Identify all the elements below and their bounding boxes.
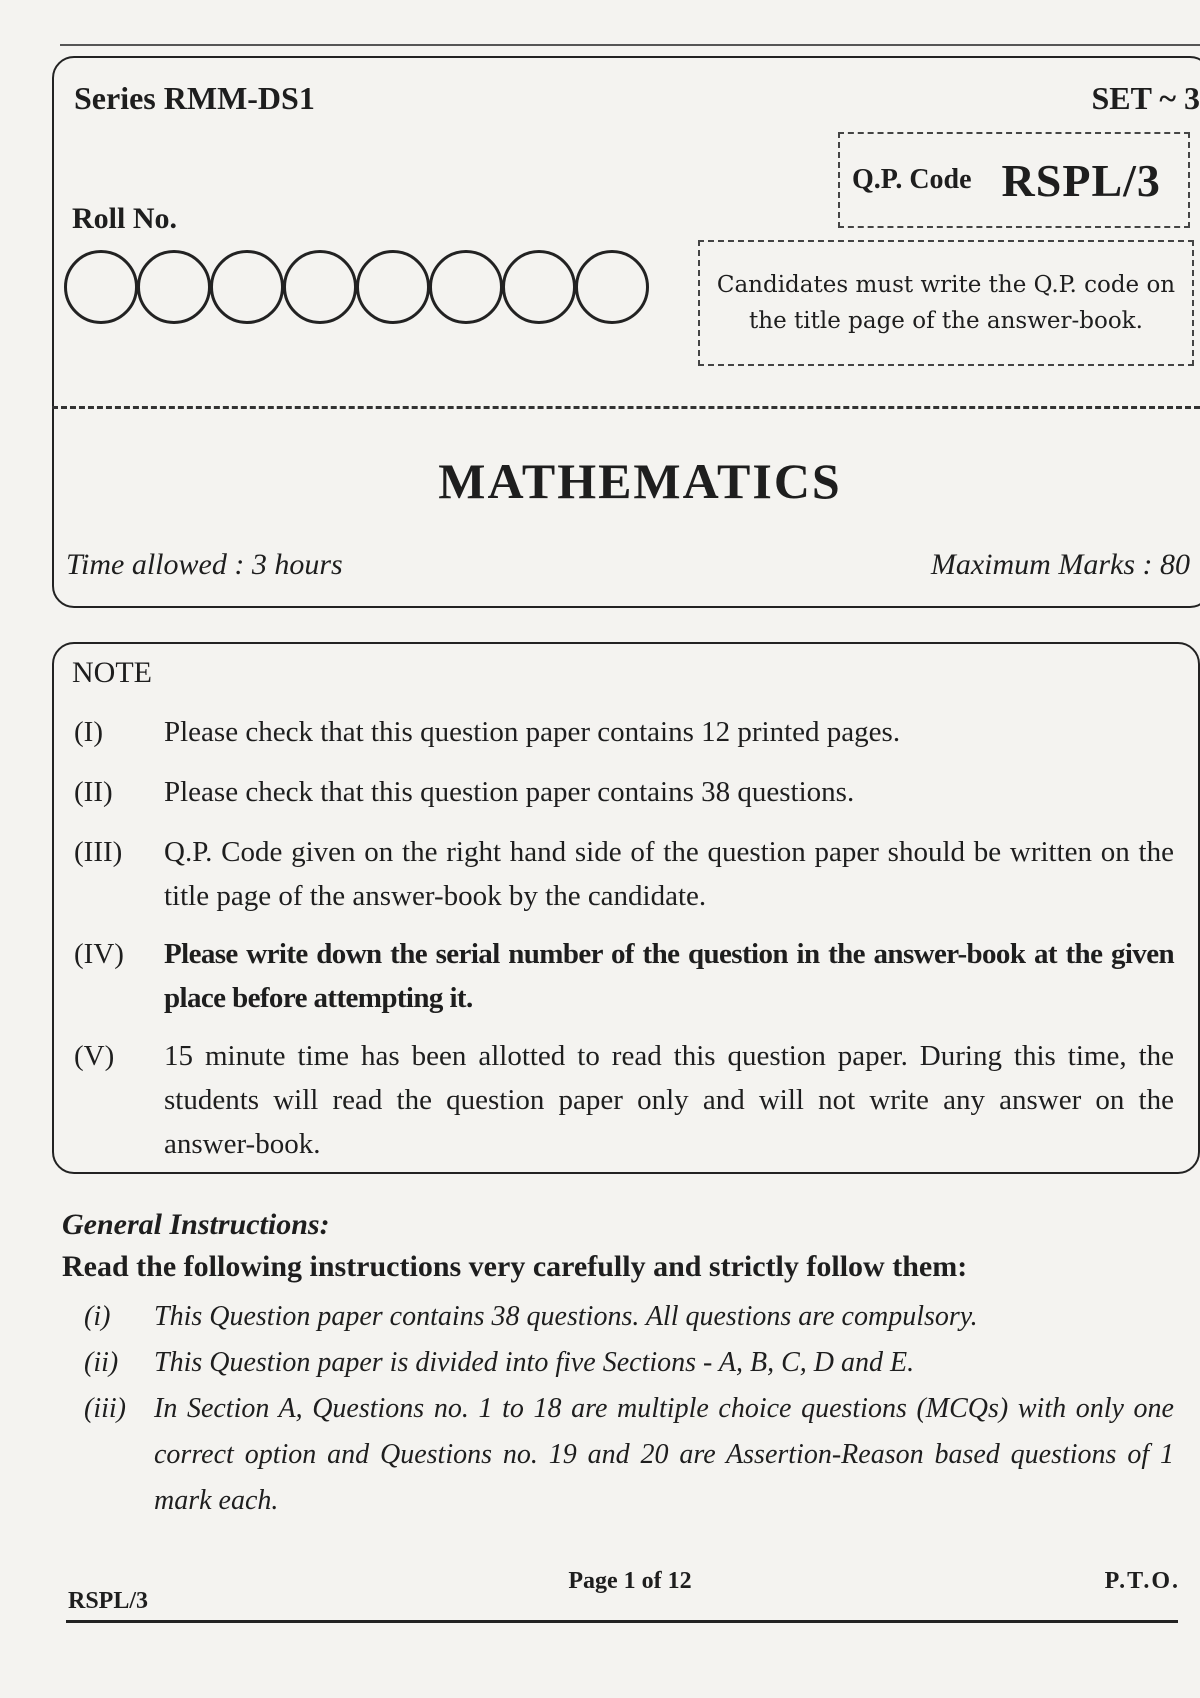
candidate-instruction-text: Candidates must write the Q.P. code on the title page of the answer-book. <box>716 272 1176 334</box>
general-instructions-title: General Instructions: <box>62 1208 330 1241</box>
note-item-text: Please check that this question paper contains 38 questions. <box>164 776 855 808</box>
qp-code-label: Q.P. Code <box>852 164 972 195</box>
candidate-instruction-box <box>698 240 1194 366</box>
note-item-number: (III) <box>74 836 123 868</box>
footer-page-number: Page 1 of 12 <box>568 1568 692 1594</box>
roll-digit-circle[interactable] <box>356 250 430 324</box>
roll-digit-circle[interactable] <box>283 250 357 324</box>
roll-number-boxes <box>64 250 648 324</box>
dashed-separator <box>52 406 1200 409</box>
note-item-text: Please check that this question paper contains 12 printed pages. <box>164 716 901 748</box>
roll-digit-circle[interactable] <box>502 250 576 324</box>
roll-digit-circle[interactable] <box>137 250 211 324</box>
instruction-item-text: This Question paper is divided into five Sections - A, B, C, D and E. <box>154 1347 915 1378</box>
instruction-item-number: (ii) <box>84 1347 119 1378</box>
note-title: NOTE <box>72 656 152 689</box>
footer-pto: P.T.O. <box>1104 1568 1180 1594</box>
roll-digit-circle[interactable] <box>210 250 284 324</box>
roll-number-label: Roll No. <box>72 202 177 235</box>
instruction-item-text: In Section A, Questions no. 1 to 18 are multiple choice questions (MCQs) with only one correct option and Questions no. 19 and 20 are Assertion-Reason based questions of 1 mark each. <box>154 1393 1174 1516</box>
instruction-item-text: This Question paper contains 38 questions. All questions are compulsory. <box>154 1301 978 1332</box>
set-label: SET ~ 3 <box>1091 80 1200 116</box>
qp-code-value: RSPL/3 <box>1001 154 1161 206</box>
note-item-text: 15 minute time has been allotted to read this question paper. During this time, the students will read the question paper only and will not write any answer on the answer-book. <box>164 1040 1174 1160</box>
note-item-text: Q.P. Code given on the right hand side of the question paper should be written on the title page of the answer-book by the candidate. <box>164 836 1174 912</box>
footer-rule <box>66 1620 1178 1623</box>
general-instructions-intro: Read the following instructions very carefully and strictly follow them: <box>62 1250 968 1283</box>
roll-digit-circle[interactable] <box>575 250 649 324</box>
note-item-number: (V) <box>74 1040 115 1072</box>
note-item-text: Please write down the serial number of the question in the answer-book at the given place before attempting it. <box>164 938 1174 1014</box>
roll-digit-circle[interactable] <box>429 250 503 324</box>
series-label: Series RMM-DS1 <box>74 80 315 116</box>
footer-qp-code: RSPL/3 <box>68 1588 149 1614</box>
instruction-item-number: (i) <box>84 1301 111 1332</box>
maximum-marks: Maximum Marks : 80 <box>930 548 1190 581</box>
note-item-number: (IV) <box>74 938 124 970</box>
subject-title: MATHEMATICS <box>438 453 842 509</box>
top-rule <box>60 44 1200 46</box>
time-allowed: Time allowed : 3 hours <box>66 548 343 581</box>
note-item-number: (I) <box>74 716 103 748</box>
roll-digit-circle[interactable] <box>64 250 138 324</box>
qp-code-box <box>838 132 1190 228</box>
instruction-item-number: (iii) <box>84 1393 126 1424</box>
note-item-number: (II) <box>74 776 113 808</box>
